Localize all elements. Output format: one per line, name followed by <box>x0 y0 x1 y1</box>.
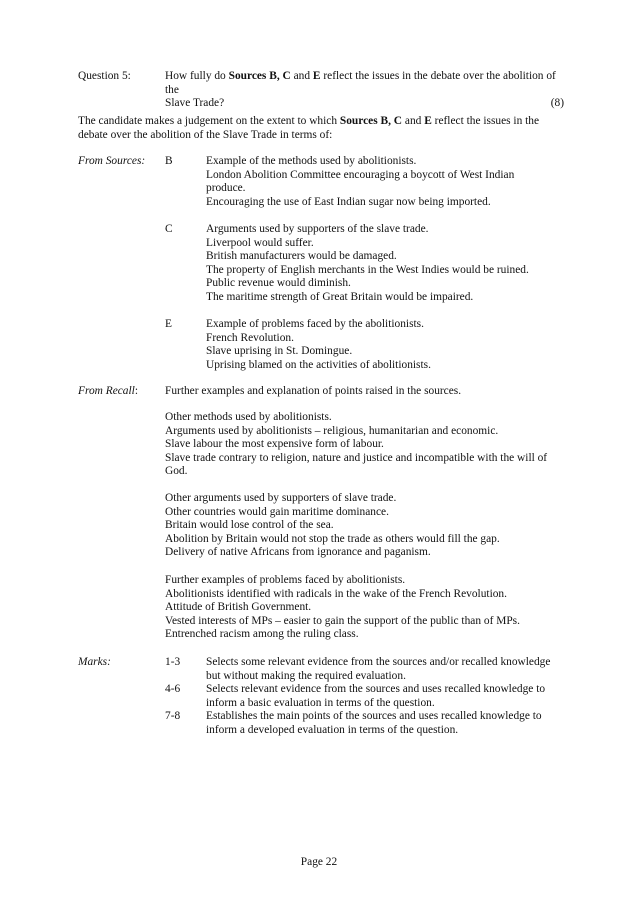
mark-band-range: 7-8 <box>165 710 181 722</box>
recall-point: Entrenched racism among the ruling class. <box>165 628 359 641</box>
marks-label: Marks: <box>78 656 111 668</box>
recall-point: Abolitionists identified with radicals in the wake of the French Revolution. <box>165 587 507 600</box>
recall-point: Britain would lose control of the sea. <box>165 519 334 532</box>
question-text-start: How fully do <box>165 70 229 82</box>
question-line2: Slave Trade? <box>165 97 225 110</box>
question-bold-sources: Sources B, C <box>228 70 291 82</box>
recall-point: Vested interests of MPs – easier to gain the support of the public than of MPs. <box>165 614 520 627</box>
source-c-point: The maritime strength of Great Britain would be impaired. <box>206 290 474 303</box>
intro-bold-e: E <box>424 115 432 127</box>
recall-group-problems <box>165 574 565 642</box>
mark-band-text: Selects relevant evidence from the sources and uses recalled knowledge to inform a basic evaluation in terms of the question. <box>206 683 546 709</box>
recall-point: Arguments used by abolitionists – religious, humanitarian and economic. <box>165 424 499 437</box>
intro-text-end: reflect the issues in the debate over the abolition of the Slave Trade in terms of: <box>78 115 540 141</box>
source-c-point: Liverpool would suffer. <box>206 236 314 249</box>
question-text-and: and <box>290 70 313 82</box>
recall-point: Further examples of problems faced by abolitionists. <box>165 574 406 586</box>
source-c-letter: C <box>165 223 173 235</box>
mark-band-range: 1-3 <box>165 656 181 668</box>
intro-paragraph <box>78 115 564 142</box>
question-heading <box>78 70 564 111</box>
recall-point: Other arguments used by supporters of slave trade. <box>165 492 397 504</box>
recall-point: Attitude of British Government. <box>165 601 312 614</box>
intro-text-start: The candidate makes a judgement on the extent to which <box>78 115 340 127</box>
intro-bold-sources: Sources B, C <box>339 115 403 127</box>
from-recall-label-text: From Recall <box>78 385 135 397</box>
from-sources-label: From Sources: <box>78 155 146 167</box>
question-marks: (8) <box>550 97 564 110</box>
recall-point: Slave labour the most expensive form of labour. <box>165 438 384 451</box>
source-e-point: French Revolution. <box>206 331 294 344</box>
mark-band-range: 4-6 <box>165 683 181 695</box>
recall-point: Other countries would gain maritime dominance. <box>165 505 389 518</box>
source-c-point: Arguments used by supporters of the slave trade. <box>206 223 429 235</box>
recall-point: Abolition by Britain would not stop the trade as others would fill the gap. <box>165 532 500 545</box>
source-e-letter: E <box>165 318 172 330</box>
source-e-point: Slave uprising in St. Domingue. <box>206 345 353 358</box>
source-b-points <box>206 155 564 209</box>
question-bold-e: E <box>312 70 321 82</box>
source-c-point: The property of English merchants in the West Indies would be ruined. <box>206 263 529 276</box>
question-text-end: reflect the issues in the debate over the abolition of the <box>165 70 556 96</box>
recall-intro: Further examples and explanation of points raised in the sources. <box>165 385 462 397</box>
from-recall-label <box>78 385 138 399</box>
source-e-point: Uprising blamed on the activities of abolitionists. <box>206 358 431 371</box>
page-number: Page 22 <box>300 856 338 868</box>
mark-band-text: Selects some relevant evidence from the sources and/or recalled knowledge but without making the required evaluation. <box>206 656 551 682</box>
intro-text-and: and <box>402 115 425 127</box>
recall-point: Slave trade contrary to religion, nature and justice and incompatible with the will of God. <box>165 451 548 478</box>
source-b-point: Example of the methods used by abolitionists. <box>206 155 417 167</box>
recall-group-methods <box>165 411 565 479</box>
recall-point: Other methods used by abolitionists. <box>165 411 332 423</box>
source-b-point: London Abolition Committee encouraging a boycott of West Indian produce. <box>206 168 515 195</box>
source-b-point: Encouraging the use of East Indian sugar now being imported. <box>206 195 491 208</box>
recall-group-arguments <box>165 492 565 560</box>
source-c-point: Public revenue would diminish. <box>206 277 351 290</box>
question-label: Question 5: <box>78 70 131 82</box>
source-c-points <box>206 223 564 305</box>
source-b-letter: B <box>165 155 173 167</box>
recall-point: Delivery of native Africans from ignorance and paganism. <box>165 546 431 559</box>
source-e-point: Example of problems faced by the abolitionists. <box>206 318 424 330</box>
from-recall-label-colon: : <box>134 385 139 397</box>
source-e-points <box>206 318 564 372</box>
mark-band-text: Establishes the main points of the sources and uses recalled knowledge to inform a developed evaluation in terms of the question. <box>206 710 542 736</box>
source-c-point: British manufacturers would be damaged. <box>206 250 397 263</box>
question-text <box>165 70 564 97</box>
